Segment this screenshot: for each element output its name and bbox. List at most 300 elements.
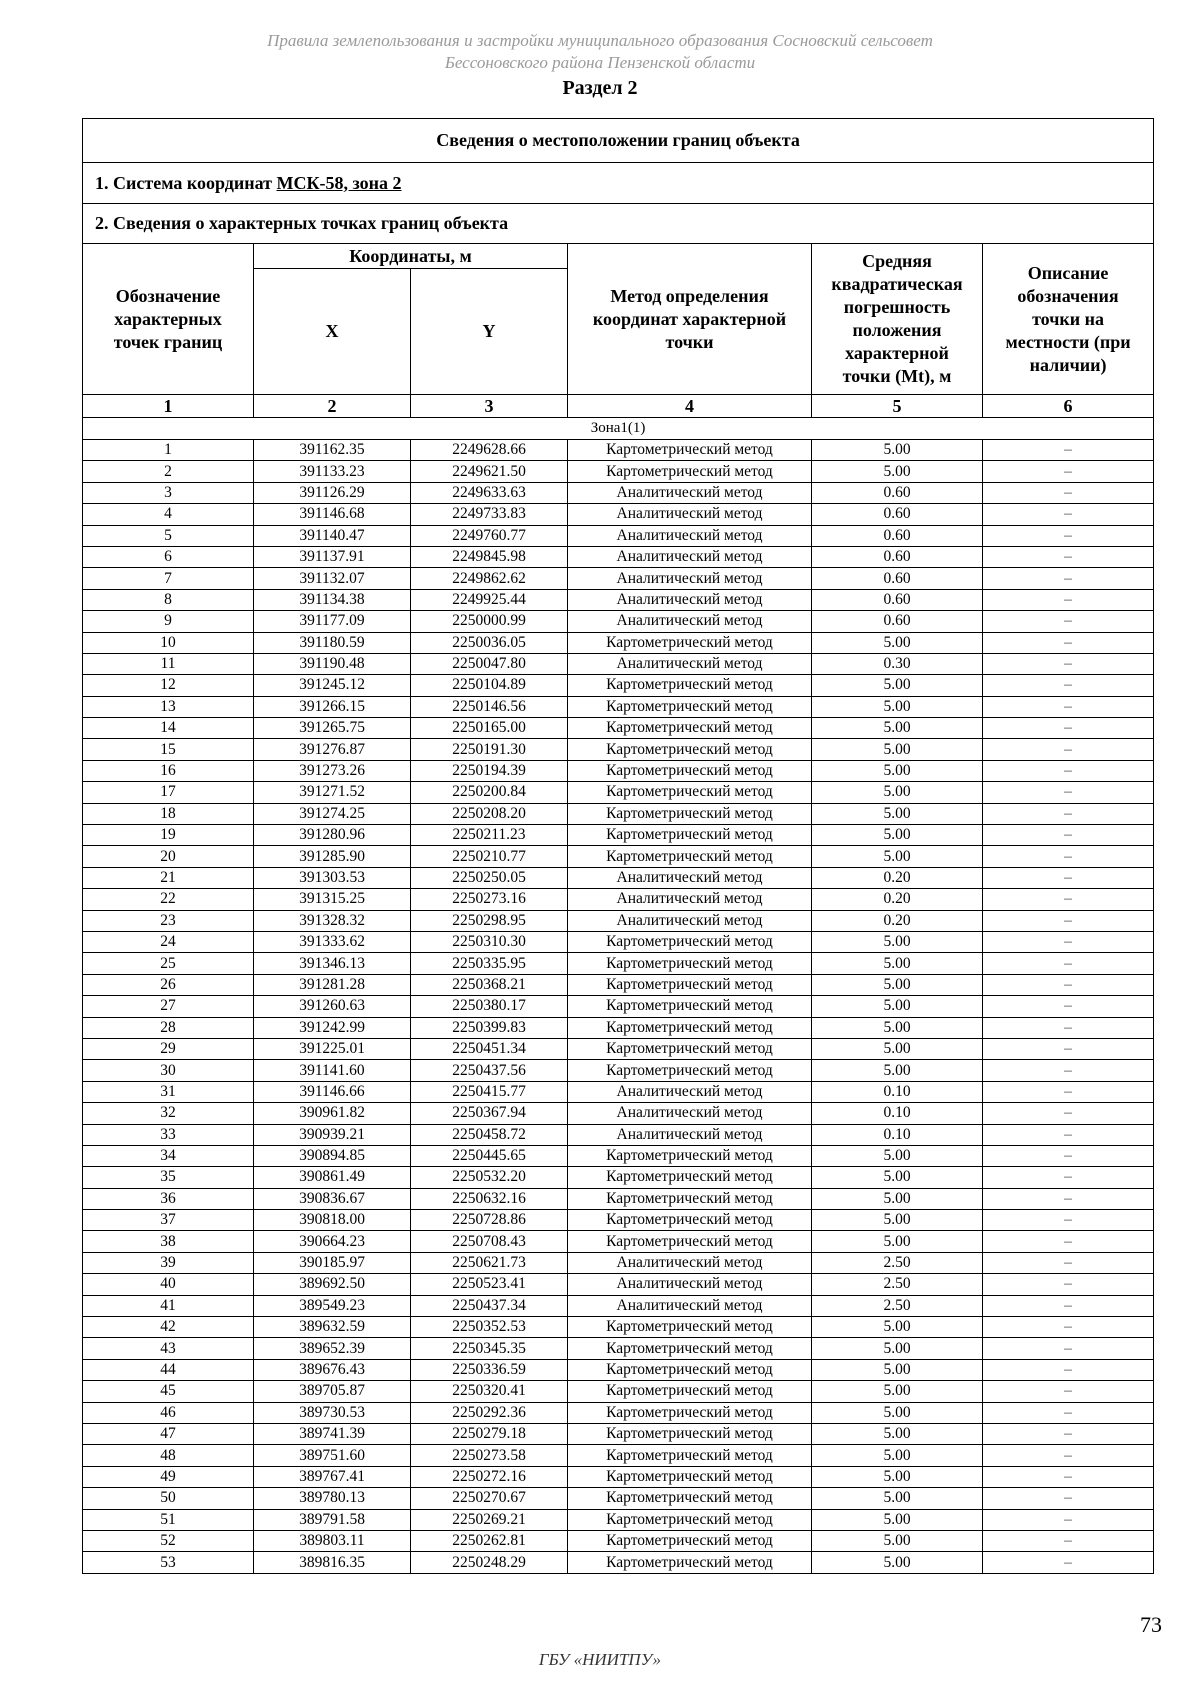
- cell-x-coord: 391265.75: [254, 718, 411, 739]
- cell-description: –: [983, 803, 1154, 824]
- cell-y-coord: 2250458.72: [411, 1124, 568, 1145]
- cell-description: –: [983, 589, 1154, 610]
- cell-x-coord: 391133.23: [254, 461, 411, 482]
- cell-y-coord: 2250532.20: [411, 1167, 568, 1188]
- cell-accuracy: 0.60: [812, 568, 983, 589]
- cell-point-id: 10: [83, 632, 254, 653]
- running-header-line1: Правила землепользования и застройки муниципального образования Сосновский сельсовет: [267, 31, 933, 50]
- table-row: [83, 525, 1154, 546]
- cell-method: Картометрический метод: [568, 846, 812, 867]
- header-point: Обозначение характерных точек границ: [83, 244, 254, 395]
- cell-description: –: [983, 461, 1154, 482]
- cell-y-coord: 2250047.80: [411, 653, 568, 674]
- table-row: [83, 1124, 1154, 1145]
- cell-description: –: [983, 1274, 1154, 1295]
- table-row: [83, 718, 1154, 739]
- cell-description: –: [983, 1402, 1154, 1423]
- cell-point-id: 31: [83, 1081, 254, 1102]
- cell-point-id: 8: [83, 589, 254, 610]
- cell-accuracy: 2.50: [812, 1252, 983, 1273]
- cell-method: Аналитический метод: [568, 504, 812, 525]
- cell-method: Картометрический метод: [568, 996, 812, 1017]
- cell-point-id: 36: [83, 1188, 254, 1209]
- table-row: [83, 1210, 1154, 1231]
- cell-description: –: [983, 1124, 1154, 1145]
- cell-point-id: 22: [83, 889, 254, 910]
- coord-system-row: [83, 163, 1154, 204]
- cell-x-coord: 391245.12: [254, 675, 411, 696]
- cell-accuracy: 5.00: [812, 739, 983, 760]
- cell-point-id: 32: [83, 1103, 254, 1124]
- cell-accuracy: 5.00: [812, 1552, 983, 1573]
- cell-accuracy: 5.00: [812, 440, 983, 461]
- cell-x-coord: 389705.87: [254, 1381, 411, 1402]
- cell-accuracy: 0.30: [812, 653, 983, 674]
- cell-accuracy: 5.00: [812, 996, 983, 1017]
- cell-description: –: [983, 675, 1154, 696]
- cell-description: –: [983, 1530, 1154, 1551]
- cell-y-coord: 2250335.95: [411, 953, 568, 974]
- cell-accuracy: 0.60: [812, 525, 983, 546]
- cell-point-id: 4: [83, 504, 254, 525]
- cell-point-id: 13: [83, 696, 254, 717]
- table-row: [83, 1423, 1154, 1444]
- table-row: [83, 1488, 1154, 1509]
- cell-y-coord: 2249925.44: [411, 589, 568, 610]
- cell-accuracy: 5.00: [812, 1145, 983, 1166]
- cell-method: Картометрический метод: [568, 931, 812, 952]
- cell-accuracy: 5.00: [812, 1060, 983, 1081]
- cell-x-coord: 391225.01: [254, 1038, 411, 1059]
- table-row: [83, 675, 1154, 696]
- cell-y-coord: 2250621.73: [411, 1252, 568, 1273]
- table-row: [83, 1167, 1154, 1188]
- cell-x-coord: 389652.39: [254, 1338, 411, 1359]
- boundary-points-table: [82, 118, 1154, 1574]
- cell-method: Картометрический метод: [568, 1402, 812, 1423]
- cell-point-id: 46: [83, 1402, 254, 1423]
- header-method: Метод определения координат характерной точки: [568, 244, 812, 395]
- cell-method: Картометрический метод: [568, 803, 812, 824]
- cell-accuracy: 2.50: [812, 1274, 983, 1295]
- cell-description: –: [983, 568, 1154, 589]
- table-row: [83, 653, 1154, 674]
- cell-point-id: 52: [83, 1530, 254, 1551]
- cell-point-id: 50: [83, 1488, 254, 1509]
- cell-accuracy: 5.00: [812, 1402, 983, 1423]
- cell-y-coord: 2250336.59: [411, 1359, 568, 1380]
- cell-accuracy: 5.00: [812, 1359, 983, 1380]
- cell-point-id: 28: [83, 1017, 254, 1038]
- cell-description: –: [983, 1359, 1154, 1380]
- table-row: [83, 1274, 1154, 1295]
- cell-accuracy: 5.00: [812, 953, 983, 974]
- cell-accuracy: 5.00: [812, 1466, 983, 1487]
- cell-x-coord: 389676.43: [254, 1359, 411, 1380]
- cell-x-coord: 391242.99: [254, 1017, 411, 1038]
- cell-description: –: [983, 1317, 1154, 1338]
- cell-accuracy: 5.00: [812, 1423, 983, 1444]
- cell-y-coord: 2249760.77: [411, 525, 568, 546]
- cell-description: –: [983, 1210, 1154, 1231]
- cell-point-id: 42: [83, 1317, 254, 1338]
- cell-y-coord: 2250437.56: [411, 1060, 568, 1081]
- cell-accuracy: 0.60: [812, 482, 983, 503]
- cell-y-coord: 2250208.20: [411, 803, 568, 824]
- cell-point-id: 34: [83, 1145, 254, 1166]
- cell-point-id: 17: [83, 782, 254, 803]
- cell-description: –: [983, 846, 1154, 867]
- cell-method: Аналитический метод: [568, 546, 812, 567]
- cell-description: –: [983, 546, 1154, 567]
- cell-method: Аналитический метод: [568, 889, 812, 910]
- cell-point-id: 14: [83, 718, 254, 739]
- cell-description: –: [983, 739, 1154, 760]
- cell-point-id: 15: [83, 739, 254, 760]
- cell-y-coord: 2250728.86: [411, 1210, 568, 1231]
- cell-method: Картометрический метод: [568, 461, 812, 482]
- cell-method: Картометрический метод: [568, 440, 812, 461]
- column-number: 1: [83, 395, 254, 418]
- cell-accuracy: 5.00: [812, 1445, 983, 1466]
- page-number: 73: [1140, 1612, 1162, 1637]
- cell-method: Аналитический метод: [568, 525, 812, 546]
- table-row: [83, 1038, 1154, 1059]
- cell-accuracy: 5.00: [812, 1488, 983, 1509]
- cell-x-coord: 389791.58: [254, 1509, 411, 1530]
- cell-description: –: [983, 1338, 1154, 1359]
- cell-accuracy: 5.00: [812, 718, 983, 739]
- table-row: [83, 1295, 1154, 1316]
- cell-description: –: [983, 782, 1154, 803]
- cell-point-id: 51: [83, 1509, 254, 1530]
- cell-y-coord: 2250451.34: [411, 1038, 568, 1059]
- cell-description: –: [983, 931, 1154, 952]
- cell-y-coord: 2250194.39: [411, 760, 568, 781]
- cell-point-id: 29: [83, 1038, 254, 1059]
- cell-point-id: 43: [83, 1338, 254, 1359]
- cell-accuracy: 5.00: [812, 1038, 983, 1059]
- cell-method: Картометрический метод: [568, 1359, 812, 1380]
- cell-description: –: [983, 1081, 1154, 1102]
- cell-accuracy: 5.00: [812, 1017, 983, 1038]
- table-row: [83, 910, 1154, 931]
- cell-point-id: 30: [83, 1060, 254, 1081]
- cell-description: –: [983, 1167, 1154, 1188]
- cell-accuracy: 5.00: [812, 760, 983, 781]
- running-header-line2: Бессоновского района Пензенской области: [444, 53, 756, 72]
- cell-y-coord: 2250146.56: [411, 696, 568, 717]
- table-row: [83, 1231, 1154, 1252]
- cell-description: –: [983, 1188, 1154, 1209]
- cell-method: Картометрический метод: [568, 1167, 812, 1188]
- cell-y-coord: 2250632.16: [411, 1188, 568, 1209]
- cell-description: –: [983, 1038, 1154, 1059]
- cell-x-coord: 391137.91: [254, 546, 411, 567]
- table-row: [83, 546, 1154, 567]
- cell-x-coord: 390939.21: [254, 1124, 411, 1145]
- cell-method: Картометрический метод: [568, 1317, 812, 1338]
- cell-x-coord: 390961.82: [254, 1103, 411, 1124]
- cell-y-coord: 2250352.53: [411, 1317, 568, 1338]
- cell-method: Аналитический метод: [568, 1252, 812, 1273]
- cell-method: Картометрический метод: [568, 1231, 812, 1252]
- cell-description: –: [983, 953, 1154, 974]
- cell-method: Картометрический метод: [568, 1188, 812, 1209]
- table-row: [83, 974, 1154, 995]
- cell-x-coord: 390664.23: [254, 1231, 411, 1252]
- cell-x-coord: 391273.26: [254, 760, 411, 781]
- cell-accuracy: 5.00: [812, 825, 983, 846]
- cell-y-coord: 2250262.81: [411, 1530, 568, 1551]
- table-row: [83, 1402, 1154, 1423]
- cell-description: –: [983, 910, 1154, 931]
- cell-accuracy: 5.00: [812, 1188, 983, 1209]
- cell-y-coord: 2250279.18: [411, 1423, 568, 1444]
- cell-description: –: [983, 1488, 1154, 1509]
- table-caption: Сведения о местоположении границ объекта: [83, 119, 1154, 163]
- cell-x-coord: 389692.50: [254, 1274, 411, 1295]
- cell-point-id: 24: [83, 931, 254, 952]
- cell-method: Картометрический метод: [568, 1488, 812, 1509]
- header-x: X: [254, 269, 411, 395]
- cell-x-coord: 389632.59: [254, 1317, 411, 1338]
- table-row: [83, 953, 1154, 974]
- cell-method: Картометрический метод: [568, 1423, 812, 1444]
- table-row: [83, 1552, 1154, 1573]
- cell-description: –: [983, 632, 1154, 653]
- table-row: [83, 482, 1154, 503]
- cell-method: Картометрический метод: [568, 1338, 812, 1359]
- cell-x-coord: 391146.66: [254, 1081, 411, 1102]
- cell-point-id: 49: [83, 1466, 254, 1487]
- table-row: [83, 1359, 1154, 1380]
- cell-y-coord: 2250310.30: [411, 931, 568, 952]
- column-number: 6: [983, 395, 1154, 418]
- cell-y-coord: 2250272.16: [411, 1466, 568, 1487]
- cell-point-id: 35: [83, 1167, 254, 1188]
- cell-point-id: 1: [83, 440, 254, 461]
- cell-x-coord: 389780.13: [254, 1488, 411, 1509]
- cell-x-coord: 389816.35: [254, 1552, 411, 1573]
- cell-x-coord: 391333.62: [254, 931, 411, 952]
- table-row: [83, 1103, 1154, 1124]
- cell-y-coord: 2249628.66: [411, 440, 568, 461]
- cell-description: –: [983, 1445, 1154, 1466]
- cell-y-coord: 2249845.98: [411, 546, 568, 567]
- cell-y-coord: 2250036.05: [411, 632, 568, 653]
- table-row: [83, 504, 1154, 525]
- cell-x-coord: 391126.29: [254, 482, 411, 503]
- cell-x-coord: 391303.53: [254, 867, 411, 888]
- table-row: [83, 867, 1154, 888]
- cell-y-coord: 2250211.23: [411, 825, 568, 846]
- cell-description: –: [983, 1060, 1154, 1081]
- cell-x-coord: 391134.38: [254, 589, 411, 610]
- table-row: [83, 1081, 1154, 1102]
- cell-point-id: 20: [83, 846, 254, 867]
- table-row: [83, 1445, 1154, 1466]
- table-row: [83, 1145, 1154, 1166]
- cell-method: Картометрический метод: [568, 1509, 812, 1530]
- cell-description: –: [983, 696, 1154, 717]
- table-row: [83, 1530, 1154, 1551]
- cell-description: –: [983, 1466, 1154, 1487]
- column-number: 5: [812, 395, 983, 418]
- cell-y-coord: 2250000.99: [411, 611, 568, 632]
- cell-description: –: [983, 974, 1154, 995]
- cell-x-coord: 391271.52: [254, 782, 411, 803]
- cell-y-coord: 2250708.43: [411, 1231, 568, 1252]
- table-row: [83, 1317, 1154, 1338]
- cell-x-coord: 391276.87: [254, 739, 411, 760]
- table-row: [83, 760, 1154, 781]
- column-number-row: [83, 395, 1154, 418]
- cell-method: Картометрический метод: [568, 1466, 812, 1487]
- table-row: [83, 846, 1154, 867]
- cell-y-coord: 2249733.83: [411, 504, 568, 525]
- cell-point-id: 3: [83, 482, 254, 503]
- cell-description: –: [983, 1509, 1154, 1530]
- cell-y-coord: 2250399.83: [411, 1017, 568, 1038]
- cell-y-coord: 2250200.84: [411, 782, 568, 803]
- cell-y-coord: 2250165.00: [411, 718, 568, 739]
- cell-method: Аналитический метод: [568, 1295, 812, 1316]
- cell-y-coord: 2250191.30: [411, 739, 568, 760]
- cell-accuracy: 0.20: [812, 889, 983, 910]
- cell-method: Аналитический метод: [568, 611, 812, 632]
- cell-method: Картометрический метод: [568, 1210, 812, 1231]
- header-y: Y: [411, 269, 568, 395]
- section-title: Раздел 2: [562, 77, 638, 99]
- cell-point-id: 25: [83, 953, 254, 974]
- cell-x-coord: 389803.11: [254, 1530, 411, 1551]
- cell-method: Аналитический метод: [568, 1081, 812, 1102]
- cell-accuracy: 5.00: [812, 931, 983, 952]
- cell-point-id: 37: [83, 1210, 254, 1231]
- cell-y-coord: 2250210.77: [411, 846, 568, 867]
- table-row: [83, 889, 1154, 910]
- cell-y-coord: 2250273.16: [411, 889, 568, 910]
- cell-accuracy: 5.00: [812, 1509, 983, 1530]
- cell-method: Аналитический метод: [568, 867, 812, 888]
- cell-method: Картометрический метод: [568, 718, 812, 739]
- cell-accuracy: 5.00: [812, 632, 983, 653]
- cell-description: –: [983, 1552, 1154, 1573]
- cell-method: Картометрический метод: [568, 953, 812, 974]
- cell-y-coord: 2250270.67: [411, 1488, 568, 1509]
- running-header: [0, 30, 1200, 74]
- cell-x-coord: 391162.35: [254, 440, 411, 461]
- cell-accuracy: 0.60: [812, 589, 983, 610]
- cell-x-coord: 391146.68: [254, 504, 411, 525]
- cell-y-coord: 2250104.89: [411, 675, 568, 696]
- cell-description: –: [983, 1231, 1154, 1252]
- cell-x-coord: 391285.90: [254, 846, 411, 867]
- cell-point-id: 27: [83, 996, 254, 1017]
- cell-x-coord: 390861.49: [254, 1167, 411, 1188]
- cell-accuracy: 5.00: [812, 675, 983, 696]
- cell-x-coord: 389730.53: [254, 1402, 411, 1423]
- cell-accuracy: 2.50: [812, 1295, 983, 1316]
- table-row: [83, 1060, 1154, 1081]
- cell-description: –: [983, 1145, 1154, 1166]
- cell-point-id: 21: [83, 867, 254, 888]
- cell-y-coord: 2250368.21: [411, 974, 568, 995]
- table-row: [83, 782, 1154, 803]
- table-row: [83, 1017, 1154, 1038]
- cell-description: –: [983, 1423, 1154, 1444]
- cell-x-coord: 389741.39: [254, 1423, 411, 1444]
- table-row: [83, 931, 1154, 952]
- cell-accuracy: 5.00: [812, 1210, 983, 1231]
- cell-y-coord: 2250445.65: [411, 1145, 568, 1166]
- cell-point-id: 39: [83, 1252, 254, 1273]
- cell-method: Картометрический метод: [568, 675, 812, 696]
- table-row: [83, 1509, 1154, 1530]
- cell-method: Картометрический метод: [568, 825, 812, 846]
- cell-description: –: [983, 1295, 1154, 1316]
- cell-point-id: 40: [83, 1274, 254, 1295]
- cell-point-id: 33: [83, 1124, 254, 1145]
- cell-point-id: 45: [83, 1381, 254, 1402]
- cell-accuracy: 0.60: [812, 546, 983, 567]
- cell-method: Картометрический метод: [568, 1038, 812, 1059]
- cell-method: Картометрический метод: [568, 1145, 812, 1166]
- cell-point-id: 12: [83, 675, 254, 696]
- cell-x-coord: 391177.09: [254, 611, 411, 632]
- cell-accuracy: 5.00: [812, 782, 983, 803]
- cell-method: Аналитический метод: [568, 568, 812, 589]
- table-row: [83, 1188, 1154, 1209]
- coord-system-label: 1. Система координат: [95, 172, 277, 193]
- cell-method: Аналитический метод: [568, 589, 812, 610]
- cell-x-coord: 389751.60: [254, 1445, 411, 1466]
- cell-y-coord: 2250345.35: [411, 1338, 568, 1359]
- cell-accuracy: 5.00: [812, 974, 983, 995]
- table-row: [83, 696, 1154, 717]
- cell-x-coord: 391274.25: [254, 803, 411, 824]
- cell-accuracy: 5.00: [812, 1167, 983, 1188]
- cell-method: Картометрический метод: [568, 696, 812, 717]
- cell-method: Аналитический метод: [568, 910, 812, 931]
- header-description: Описание обозначения точки на местности (при наличии): [983, 244, 1154, 395]
- cell-y-coord: 2250298.95: [411, 910, 568, 931]
- cell-accuracy: 0.60: [812, 504, 983, 525]
- cell-accuracy: 5.00: [812, 1381, 983, 1402]
- cell-method: Картометрический метод: [568, 739, 812, 760]
- cell-point-id: 38: [83, 1231, 254, 1252]
- cell-method: Аналитический метод: [568, 1274, 812, 1295]
- cell-y-coord: 2250292.36: [411, 1402, 568, 1423]
- header-coords-group: Координаты, м: [254, 244, 568, 269]
- cell-description: –: [983, 760, 1154, 781]
- cell-description: –: [983, 1381, 1154, 1402]
- cell-point-id: 2: [83, 461, 254, 482]
- cell-method: Аналитический метод: [568, 482, 812, 503]
- cell-accuracy: 0.10: [812, 1081, 983, 1102]
- cell-accuracy: 5.00: [812, 1338, 983, 1359]
- cell-y-coord: 2250523.41: [411, 1274, 568, 1295]
- cell-y-coord: 2250367.94: [411, 1103, 568, 1124]
- cell-description: –: [983, 440, 1154, 461]
- zone-label: Зона1(1): [83, 418, 1154, 440]
- cell-method: Картометрический метод: [568, 1017, 812, 1038]
- cell-method: Картометрический метод: [568, 1530, 812, 1551]
- cell-y-coord: 2250320.41: [411, 1381, 568, 1402]
- cell-method: Аналитический метод: [568, 1103, 812, 1124]
- cell-accuracy: 0.20: [812, 910, 983, 931]
